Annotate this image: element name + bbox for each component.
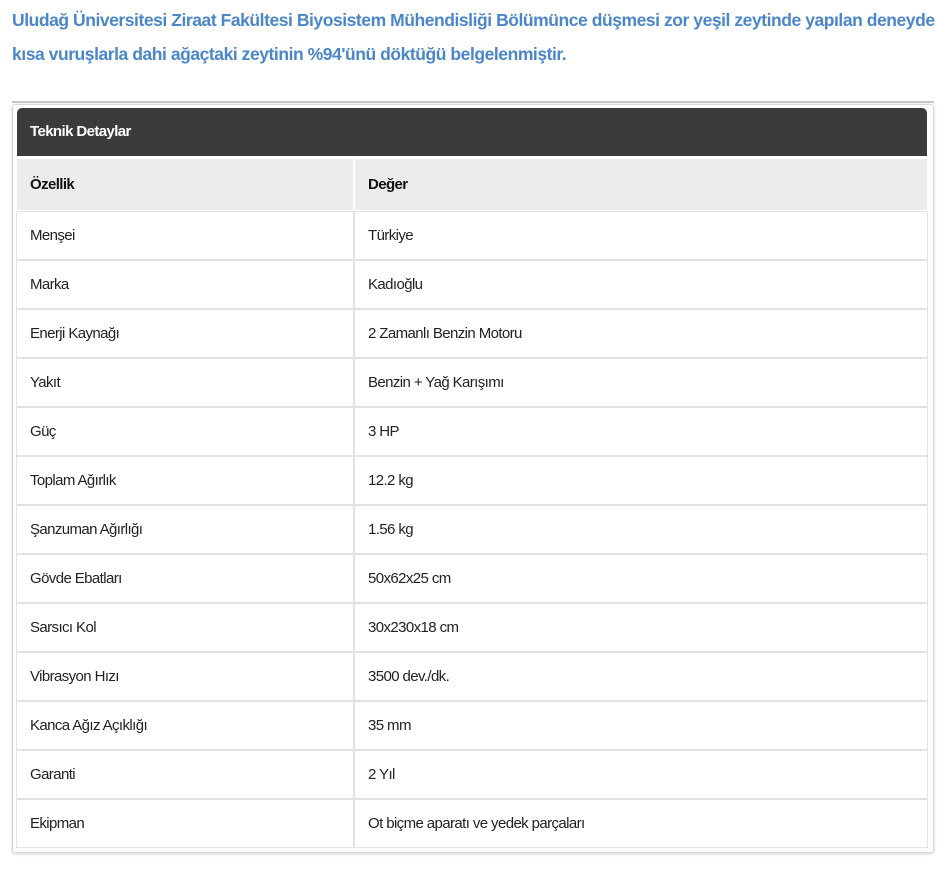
feature-cell: Marka xyxy=(17,261,353,308)
table-row xyxy=(17,408,927,455)
value-cell: 35 mm xyxy=(355,702,927,749)
feature-cell: Garanti xyxy=(17,751,353,798)
feature-cell: Yakıt xyxy=(17,359,353,406)
value-cell: 3 HP xyxy=(355,408,927,455)
feature-cell: Toplam Ağırlık xyxy=(17,457,353,504)
feature-cell: Sarsıcı Kol xyxy=(17,604,353,651)
specifications-table xyxy=(15,157,929,849)
column-header-value: Değer xyxy=(355,159,927,210)
table-row xyxy=(17,702,927,749)
value-cell: 2 Yıl xyxy=(355,751,927,798)
value-cell: Kadıoğlu xyxy=(355,261,927,308)
table-row xyxy=(17,212,927,259)
intro-paragraph: Uludağ Üniversitesi Ziraat Fakültesi Biyosistem Mühendisliği Bölümünce düşmesi zor yeşil zeytinde yapılan deneyde kısa vuruşlarla dahi ağaçtaki zeytinin %94'ünü döktüğü belgelenmiştir. xyxy=(12,10,935,64)
value-cell: 1.56 kg xyxy=(355,506,927,553)
feature-cell: Güç xyxy=(17,408,353,455)
feature-cell: Kanca Ağız Açıklığı xyxy=(17,702,353,749)
table-row xyxy=(17,310,927,357)
value-cell: Ot biçme aparatı ve yedek parçaları xyxy=(355,800,927,847)
table-row xyxy=(17,359,927,406)
panel-title: Teknik Detaylar xyxy=(17,108,927,156)
table-row xyxy=(17,604,927,651)
table-row xyxy=(17,506,927,553)
value-cell: 2 Zamanlı Benzin Motoru xyxy=(355,310,927,357)
table-row xyxy=(17,457,927,504)
feature-cell: Ekipman xyxy=(17,800,353,847)
value-cell: 30x230x18 cm xyxy=(355,604,927,651)
value-cell: Benzin + Yağ Karışımı xyxy=(355,359,927,406)
section-divider xyxy=(12,101,934,103)
table-row xyxy=(17,653,927,700)
table-header-row xyxy=(17,159,927,210)
value-cell: 50x62x25 cm xyxy=(355,555,927,602)
technical-details-panel xyxy=(12,104,934,853)
table-row xyxy=(17,261,927,308)
value-cell: 3500 dev./dk. xyxy=(355,653,927,700)
feature-cell: Vibrasyon Hızı xyxy=(17,653,353,700)
feature-cell: Şanzuman Ağırlığı xyxy=(17,506,353,553)
table-row xyxy=(17,800,927,847)
value-cell: 12.2 kg xyxy=(355,457,927,504)
table-row xyxy=(17,555,927,602)
value-cell: Türkiye xyxy=(355,212,927,259)
table-row xyxy=(17,751,927,798)
feature-cell: Enerji Kaynağı xyxy=(17,310,353,357)
column-header-feature: Özellik xyxy=(17,159,353,210)
feature-cell: Menşei xyxy=(17,212,353,259)
feature-cell: Gövde Ebatları xyxy=(17,555,353,602)
